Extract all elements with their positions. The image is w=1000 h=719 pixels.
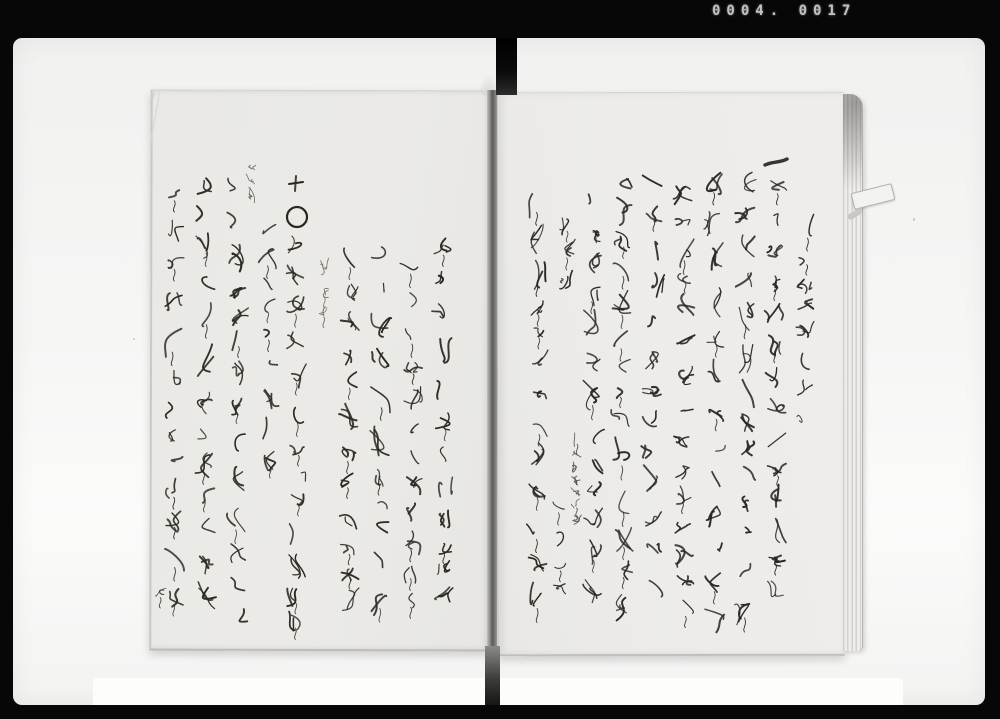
frame-counter: 0004. 0017 [712, 3, 857, 19]
right-page [497, 92, 845, 657]
left-page [149, 90, 490, 652]
center-gap [487, 90, 497, 650]
fore-edge-pages [843, 94, 863, 651]
spine-binding-top [496, 38, 517, 95]
photo-area [13, 38, 985, 705]
dust-speck [913, 218, 915, 221]
spine-binding-bottom [485, 646, 500, 705]
page-crease [150, 93, 168, 167]
dust-speck [133, 338, 135, 340]
